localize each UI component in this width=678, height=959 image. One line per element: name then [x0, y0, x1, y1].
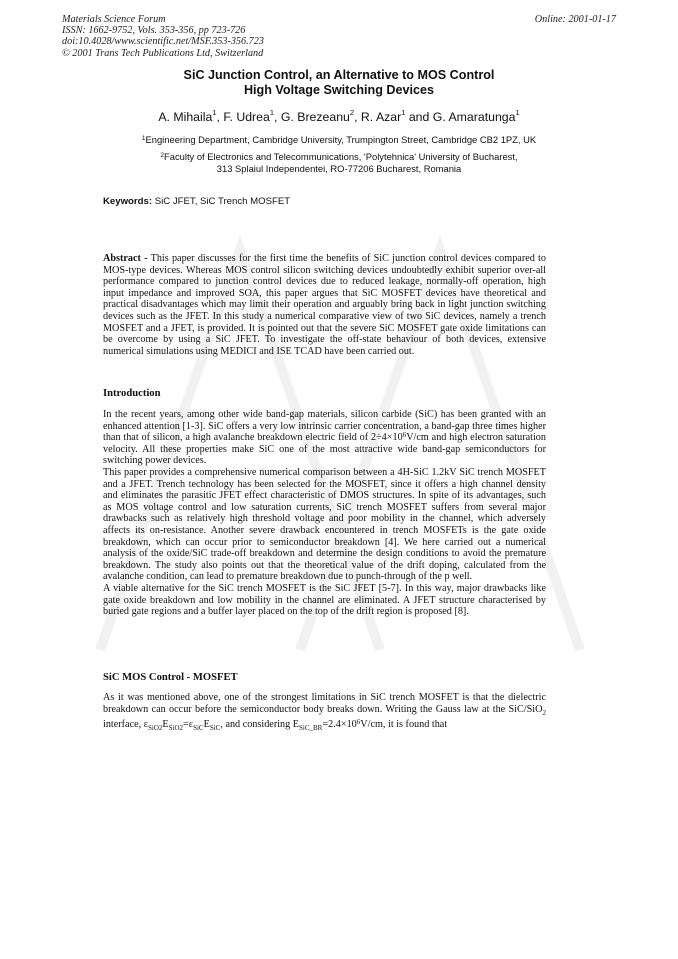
issn-line: ISSN: 1662-9752, Vols. 353-356, pp 723-726: [62, 25, 246, 37]
paragraph: In the recent years, among other wide band-gap materials, silicon carbide (SiC) has been granted with an enhanced attention [1-3]. SiC offers a very low intrinsic carrier concentration, a band-gap three times higher than that of silicon, a high avalanche breakdown electric field of $2\div 4\times 10^6V/cm$ and high electron saturation velocity. All these properties make SiC one of the most attractive wide band-gap semiconductors for switching power devices.: [103, 409, 546, 467]
online-date: Online: 2001-01-17: [534, 14, 616, 25]
author: G. Brezeanu$^2$,: [280, 108, 361, 124]
author: A. Mihaila$^1$,: [158, 108, 224, 124]
keywords-text: SiC JFET, SiC Trench MOSFET: [154, 196, 291, 207]
abstract: [103, 253, 546, 357]
journal-name: Materials Science Forum: [62, 14, 166, 25]
keywords-label: Keywords:: [103, 196, 153, 207]
paragraph: This paper provides a comprehensive numerical comparison between a 4H-SiC 1.2kV SiC trench MOSFET and a JFET. Trench technology has been selected for the MOSFET, since it offers a high channel density and eliminates the parasitic JFET effect characteristic of DMOS structures. In spite of its advantages, such as MOS voltage control and low saturation currents, SiC trench MOSFET suffers from several major drawbacks such as relatively high threshold voltage and poor mobility in the channel, which adversely affects its on-resistance. Another severe drawback encountered in trench MOSFETs is the gate oxide breakdown, which can occur prior to semiconductor breakdown [4]. We here carried out a numerical analysis of the oxide/SiC trade-off breakdown and determine the design conditions to avoid the premature breakdown. The study also points out that the theoretical value of the drift doping, calculated from the avalanche condition, can lead to premature breakdown due to punch-through of the p well.: [103, 466, 546, 583]
journal-header: [62, 14, 442, 59]
section-heading-mos-control: SiC MOS Control - MOSFET: [103, 672, 238, 683]
keywords: [103, 196, 290, 207]
author: R. Azar$^1$ and: [360, 108, 433, 124]
affiliation-2: $^2$Faculty of Electronics and Telecommunications, 'Polytehnica' University of Bucharest, 313 Splaiul Independentei, RO-77206 Bucharest, Romania: [160, 151, 518, 174]
abstract-text: This paper discusses for the first time the benefits of SiC junction control devices compared to MOS-type devices. Whereas MOS control silicon switching devices undoubtedly exhibit superior over-all performance compared to junction control devices due to reduced leakage, normally-off operation, high input impedance and improved SOA, this paper argues that SiC MOSFET devices have theoretical and practical disadvantages which may limit their operation and arguably bring back in light junction switching devices such as the JFET. In this study a numerical comparative view of two SiC devices, namely a trench MOSFET and a JFET, is provided. It is pointed out that the severe SiC MOSFET gate oxide limitations can be overcome by using a SiC JFET. To investigate the off-state behaviour of both devices, extensive numerical simulations using MEDICI and ISE TCAD have been carried out.: [103, 253, 546, 357]
paragraph: A viable alternative for the SiC trench MOSFET is the SiC JFET [5-7]. In this way, major drawbacks like gate oxide breakdown and low mobility in the channel are eliminated. A JFET structure characterised by buried gate regions and a buffer layer placed on the top of the drift region is proposed [8].: [103, 582, 546, 618]
copyright-line: © 2001 Trans Tech Publications Ltd, Switzerland: [62, 47, 264, 59]
paragraph: As it was mentioned above, one of the strongest limitations in SiC trench MOSFET is that the dielectric breakdown can occur before the semiconductor body breaks down. Writing the Gauss law at the SiC/SiO$_2$ interface, $\varepsilon_{SiO2}E_{SiO2}=\varepsilon_{SiC}E_{SiC}$, and considering $E_{SiC\_BR}=2.4\times 10^6V/cm$, it is found that: [103, 692, 546, 733]
introduction-body: [103, 409, 546, 618]
affiliation-1: $^1$Engineering Department, Cambridge University, Trumpington Street, Cambridge CB2 1PZ, UK: [141, 134, 537, 145]
paper-title: [90, 68, 588, 98]
mos-section-body: [103, 692, 546, 735]
author: G. Amaratunga$^1$: [432, 108, 520, 124]
title-line-2: High Voltage Switching Devices: [243, 83, 435, 97]
author: F. Udrea$^1$,: [223, 108, 281, 124]
section-heading-introduction: Introduction: [103, 388, 161, 399]
doi-line: doi:10.4028/www.scientific.net/MSF.353-356.723: [62, 36, 264, 48]
author-list: [60, 110, 618, 124]
abstract-label: Abstract -: [103, 253, 148, 264]
title-line-1: SiC Junction Control, an Alternative to MOS Control: [183, 68, 495, 82]
